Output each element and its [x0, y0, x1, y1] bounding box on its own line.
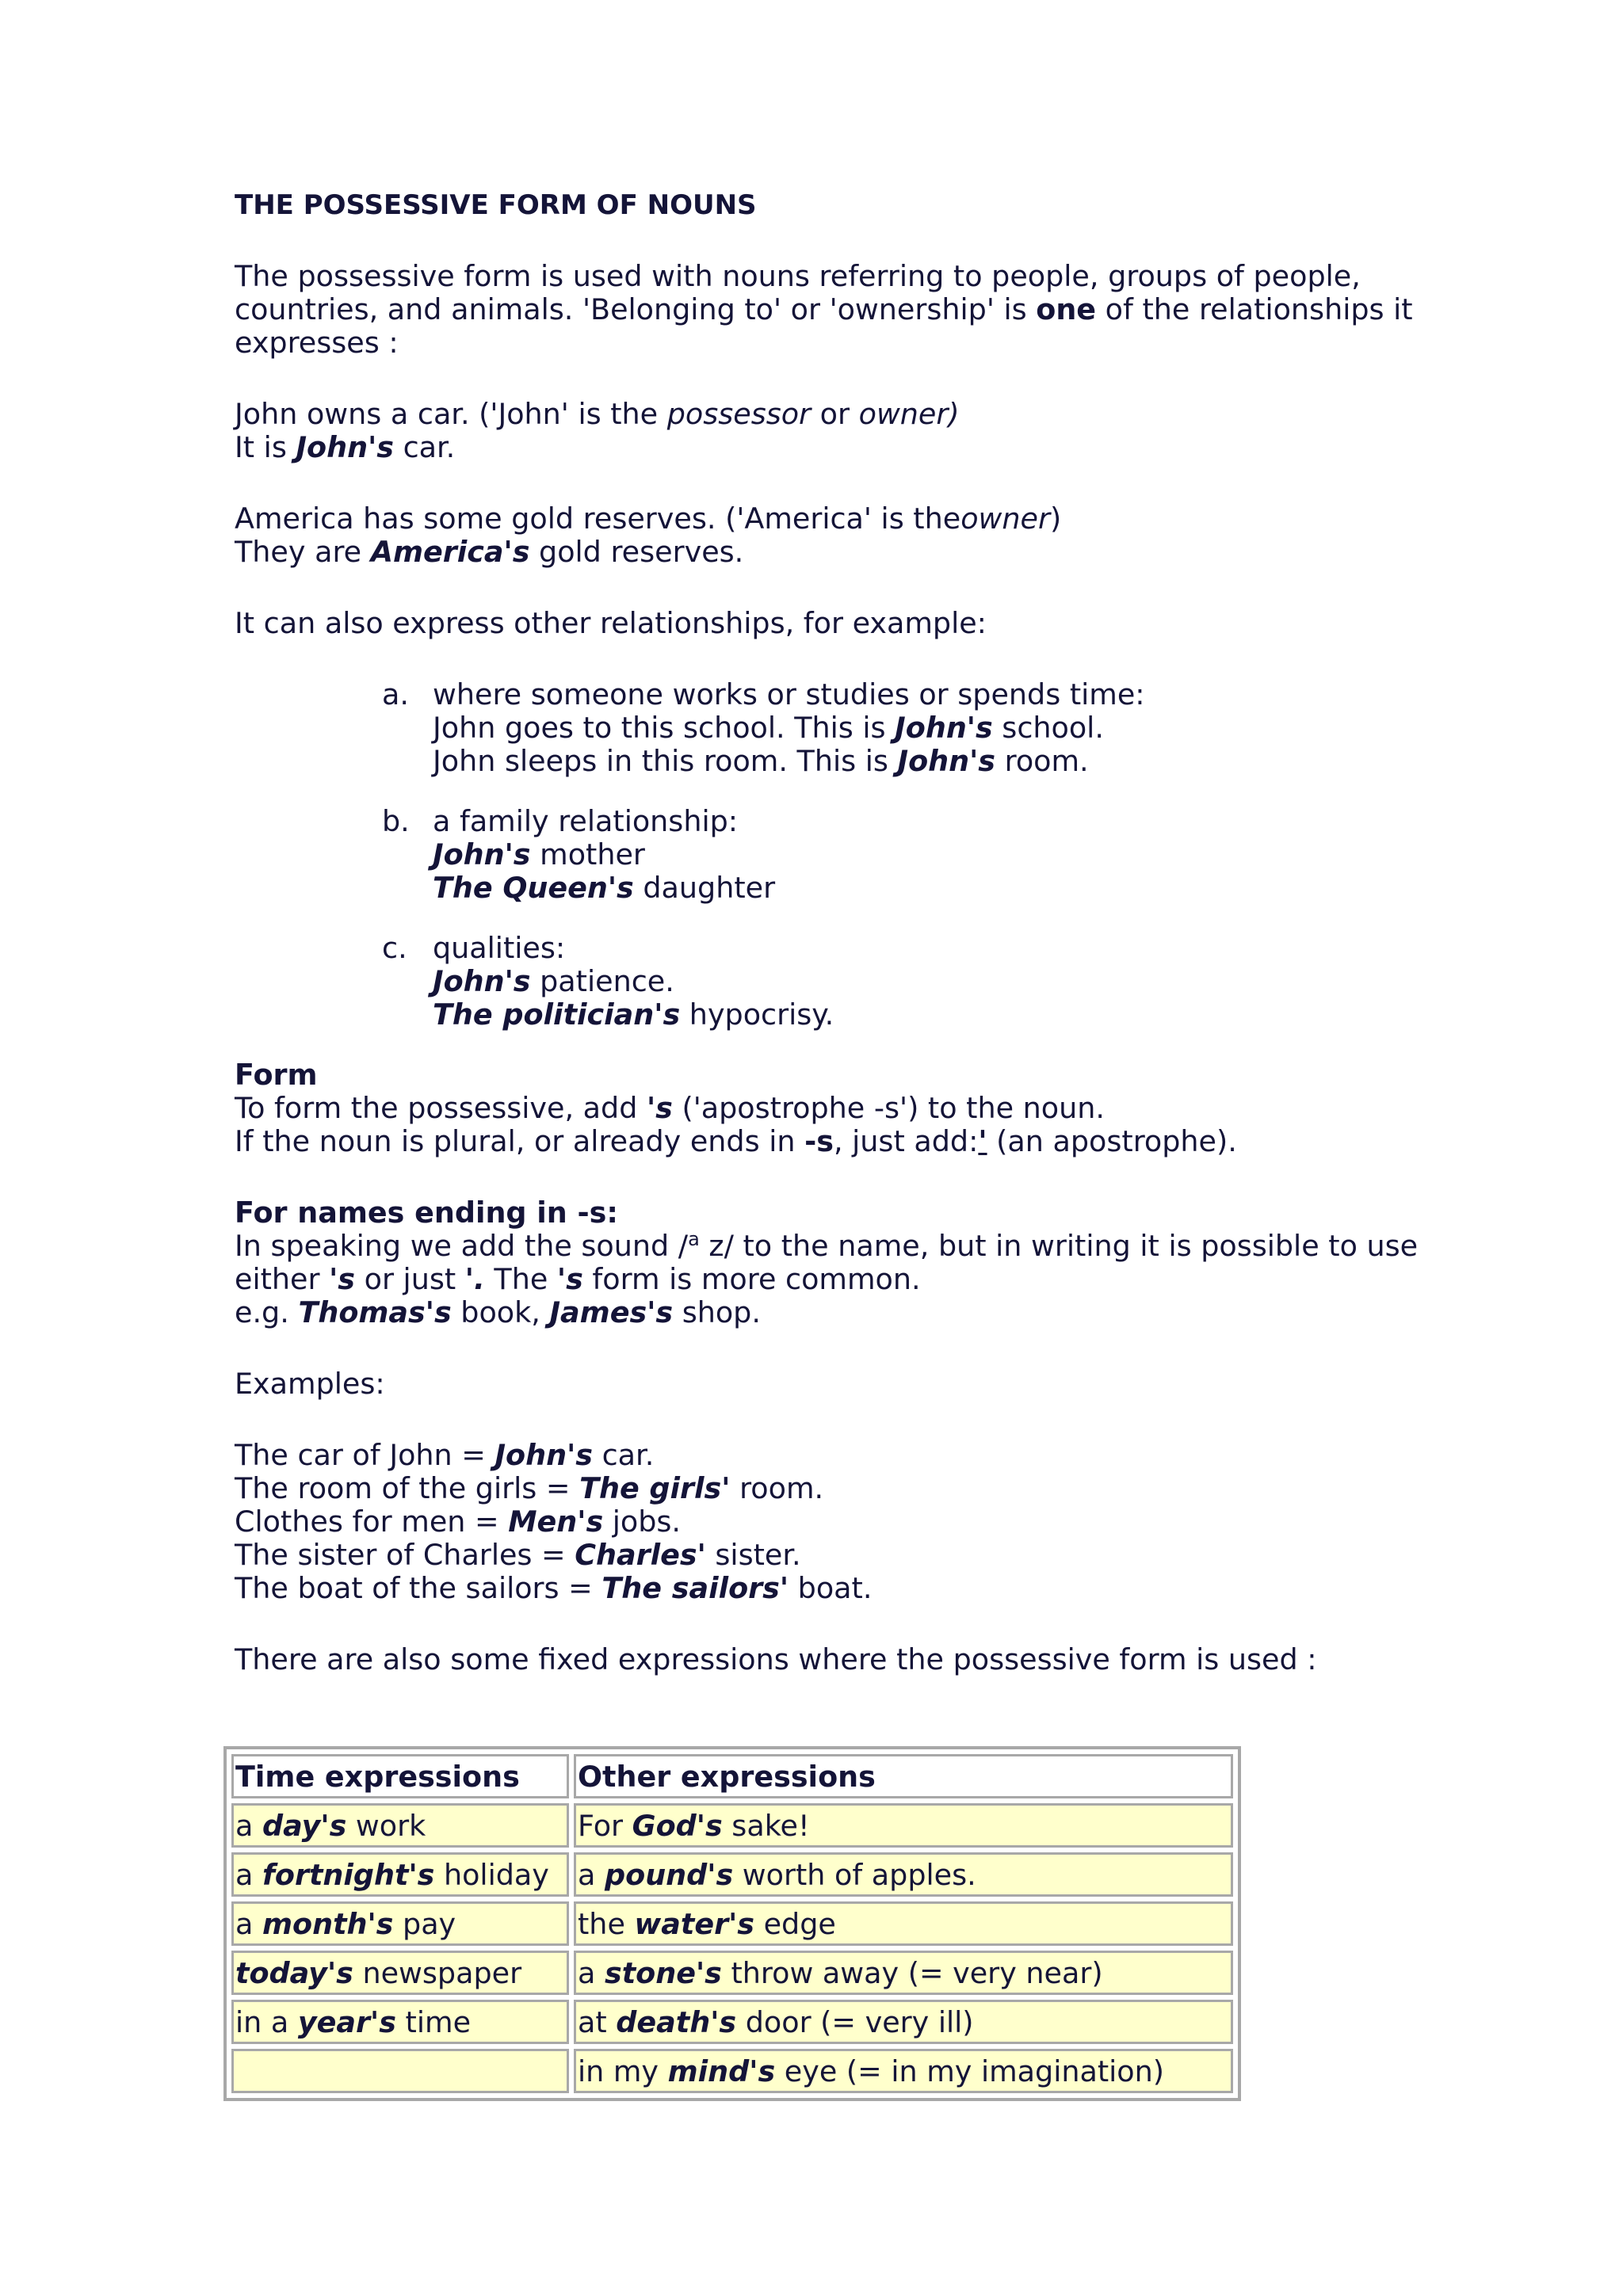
text: mother	[530, 837, 645, 871]
possessive-term: stone's	[604, 1955, 722, 1990]
table-cell	[574, 2049, 1233, 2093]
names-ending-s-section	[235, 1196, 1471, 1329]
possessive-term: water's	[634, 1906, 754, 1941]
possessive-term: 's	[329, 1262, 356, 1296]
intro-text-end: of the relationships it expresses :	[235, 292, 1413, 360]
text: work	[346, 1808, 426, 1843]
text: holiday	[434, 1857, 549, 1892]
text: sister.	[705, 1538, 801, 1572]
possessive-term: year's	[297, 2004, 396, 2039]
example-america	[235, 502, 1471, 569]
text: car.	[593, 1438, 655, 1472]
table-cell	[574, 2000, 1233, 2044]
text: If the noun is plural, or already ends in	[235, 1124, 805, 1158]
text: (an apostrophe).	[987, 1124, 1237, 1158]
text: boat.	[789, 1571, 873, 1605]
section-heading: For names ending in -s:	[235, 1196, 618, 1230]
page-title: THE POSSESSIVE FORM OF NOUNS	[235, 189, 757, 221]
text: It is	[235, 430, 296, 464]
text: The car of John =	[235, 1438, 495, 1472]
text: gold reserves.	[529, 535, 744, 569]
possessive-term: America's	[370, 535, 530, 569]
table-cell	[231, 1951, 569, 1995]
table-row	[231, 1803, 1233, 1848]
possessive-term: pound's	[604, 1857, 734, 1892]
intro-text: The possessive form is used with nouns referring to people, groups of people, countries, and animals. 'Belonging to' or 'ownership' is	[235, 259, 1361, 326]
table-cell	[574, 1951, 1233, 1995]
text: in my	[578, 2054, 668, 2088]
table-cell-empty	[231, 2049, 569, 2093]
italic-term: owner	[960, 502, 1050, 536]
list-item	[235, 805, 1471, 905]
text: jobs.	[603, 1505, 682, 1539]
text: z/ to the name, but in writing it is possible to use either	[235, 1229, 1419, 1296]
possessive-term: Men's	[508, 1505, 604, 1539]
possessive-term: John's	[895, 711, 993, 745]
expressions-table	[223, 1746, 1241, 2101]
possessive-term: mind's	[667, 2054, 776, 2088]
text: room.	[995, 744, 1089, 778]
text: The room of the girls =	[235, 1471, 580, 1505]
text: To form the possessive, add	[235, 1091, 647, 1125]
possessive-term: The Queen's	[433, 871, 634, 905]
possessive-term: Thomas's	[298, 1295, 452, 1329]
text: the	[578, 1906, 635, 1941]
examples-list	[235, 1439, 1471, 1605]
text: or	[811, 397, 859, 431]
text: John owns a car. ('John' is the	[235, 397, 667, 431]
form-section	[235, 1058, 1471, 1158]
apostrophe-mark: '	[697, 1538, 706, 1572]
possessive-term: month's	[262, 1906, 394, 1941]
text: edge	[754, 1906, 836, 1941]
table-cell	[231, 1901, 569, 1946]
list-item-heading: qualities:	[433, 931, 566, 965]
text: hypocrisy.	[680, 997, 834, 1032]
apostrophe-mark: '	[978, 1124, 987, 1158]
table-header-row	[231, 1754, 1233, 1798]
text: , just add:	[833, 1124, 979, 1158]
text: Clothes for men =	[235, 1505, 509, 1539]
possessive-term: John's	[433, 964, 531, 998]
possessive-term: '.	[464, 1262, 485, 1296]
table-row	[231, 2000, 1233, 2044]
list-item-heading: a family relationship:	[433, 804, 739, 838]
text: or just	[355, 1262, 465, 1296]
list-item	[235, 932, 1471, 1032]
table-cell	[231, 1803, 569, 1848]
table-cell	[231, 2000, 569, 2044]
text: a	[578, 1955, 605, 1990]
text: )	[1050, 502, 1062, 536]
possessive-term: John's	[495, 1438, 593, 1472]
table-cell	[574, 1803, 1233, 1848]
possessive-term: John's	[296, 430, 394, 464]
list-marker: a.	[382, 677, 409, 711]
possessive-term: death's	[616, 2004, 737, 2039]
possessive-term: The sailors'	[601, 1571, 789, 1605]
text: time	[395, 2004, 472, 2039]
text: sake!	[722, 1808, 810, 1843]
intro-paragraph	[235, 260, 1471, 360]
list-marker: c.	[382, 931, 407, 965]
possessive-term: The politician's	[433, 997, 681, 1032]
text: school.	[992, 711, 1104, 745]
list-marker: b.	[382, 804, 410, 838]
section-heading: Form	[235, 1058, 318, 1092]
text: The	[484, 1262, 557, 1296]
intro-bold: one	[1036, 292, 1097, 326]
document-body	[235, 189, 1471, 1676]
text: In speaking we add the sound /	[235, 1229, 689, 1263]
table-row	[231, 1951, 1233, 1995]
possessive-term: day's	[262, 1808, 347, 1843]
possessive-term: God's	[632, 1808, 723, 1843]
table-cell	[574, 1901, 1233, 1946]
other-relationships-intro: It can also express other relationships, for example:	[235, 606, 987, 640]
table-cell	[231, 1852, 569, 1897]
text: eye (= in my imagination)	[775, 2054, 1165, 2088]
text: They are	[235, 535, 371, 569]
text: a	[235, 1906, 262, 1941]
possessive-term: Charles	[575, 1538, 697, 1572]
fixed-expressions-intro: There are also some fixed expressions where the possessive form is used :	[235, 1642, 1317, 1676]
possessive-term: today's	[235, 1955, 353, 1990]
text: worth of apples.	[733, 1857, 976, 1892]
superscript: a	[688, 1228, 700, 1250]
text: e.g.	[235, 1295, 299, 1329]
text: in a	[235, 2004, 298, 2039]
text: newspaper	[353, 1955, 522, 1990]
text: room.	[730, 1471, 824, 1505]
text: throw away (= very near)	[721, 1955, 1103, 1990]
examples-label: Examples:	[235, 1367, 385, 1401]
table-row	[231, 1852, 1233, 1897]
text: The sister of Charles =	[235, 1538, 575, 1572]
relationship-list	[235, 678, 1471, 1032]
text: John goes to this school. This is	[433, 711, 896, 745]
text: daughter	[633, 871, 776, 905]
text: America has some gold reserves. ('America' is the	[235, 502, 961, 536]
text: ('apostrophe -s') to the noun.	[672, 1091, 1105, 1125]
possessive-term: 's	[556, 1262, 583, 1296]
text: pay	[393, 1906, 456, 1941]
text: The boat of the sailors =	[235, 1571, 602, 1605]
possessive-term: James's	[549, 1295, 674, 1329]
text: form is more common.	[582, 1262, 921, 1296]
possessive-term: John's	[433, 837, 531, 871]
text: a	[235, 1857, 262, 1892]
table-cell	[574, 1852, 1233, 1897]
text: book,	[451, 1295, 550, 1329]
text: a	[235, 1808, 262, 1843]
text: car.	[393, 430, 456, 464]
text: door (= very ill)	[736, 2004, 974, 2039]
table-row	[231, 1901, 1233, 1946]
text: patience.	[530, 964, 674, 998]
list-item-heading: where someone works or studies or spends time:	[433, 677, 1145, 711]
column-header-other: Other expressions	[574, 1754, 1233, 1798]
text: shop.	[673, 1295, 761, 1329]
possessive-term: 's	[646, 1091, 673, 1125]
example-john-car	[235, 398, 1471, 464]
italic-term: owner)	[858, 397, 960, 431]
table-row	[231, 2049, 1233, 2093]
text: For	[578, 1808, 632, 1843]
possessive-term: The girls'	[579, 1471, 731, 1505]
text: a	[578, 1857, 605, 1892]
text: at	[578, 2004, 617, 2039]
column-header-time: Time expressions	[231, 1754, 569, 1798]
list-item	[235, 678, 1471, 778]
text: John sleeps in this room. This is	[433, 744, 898, 778]
possessive-term: fortnight's	[262, 1857, 435, 1892]
possessive-term: John's	[897, 744, 996, 778]
italic-term: possessor	[666, 397, 812, 431]
bold-term: -s	[804, 1124, 834, 1158]
